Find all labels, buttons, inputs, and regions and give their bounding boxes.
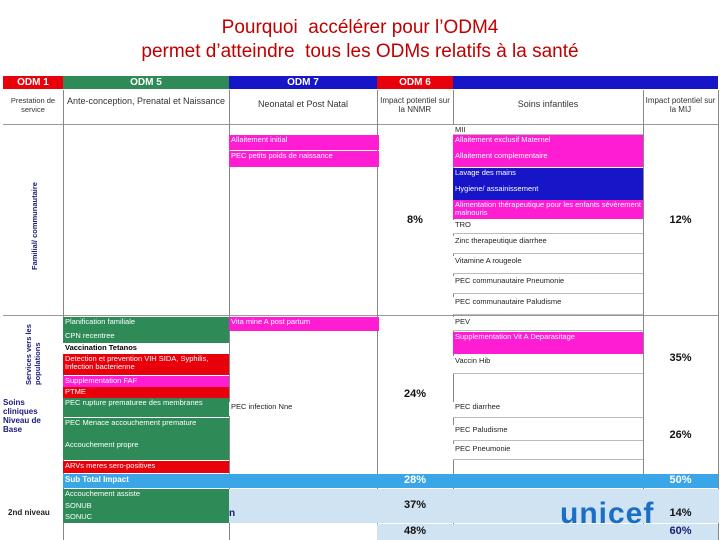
cell-accouchement-assiste: Accouchement assiste xyxy=(63,489,229,501)
pct-mij-soins: 26% xyxy=(669,429,692,441)
cell-allaitement-complementaire: Allaitement complementaire xyxy=(453,151,643,167)
subtotal-label: Sub Total Impact xyxy=(65,475,129,484)
row-label-familial: Familial/ communautaire xyxy=(30,182,39,270)
cell-filler xyxy=(63,454,229,460)
cell-allaitement-initial: Allaitement initial xyxy=(229,135,379,150)
grid-line xyxy=(718,90,719,540)
cell-tro: TRO xyxy=(453,220,643,234)
pct-nnmr-niveau2: 37% xyxy=(403,499,427,511)
cell-cpn-recentree: CPN recentree xyxy=(63,331,229,343)
cell-pec-petits-poids: PEC petits poids de naissance xyxy=(229,151,379,167)
header-odm5: ODM 5 xyxy=(63,76,229,89)
unicef-logo: unicef xyxy=(560,497,655,530)
cell-supplementation-faf: Supplementation FAF xyxy=(63,376,229,387)
cell-pec-rupture: PEC rupture prematuree des membranes xyxy=(63,398,229,417)
col-anteconception: Ante-conception, Prenatal et Naissance xyxy=(66,96,226,106)
cell-pec-comm-pneumonie: PEC communautaire Pneumonie xyxy=(453,276,643,294)
title-line-2: permet d’atteindre tous les ODMs relatifs à la santé xyxy=(141,41,579,62)
header-odm1: ODM 1 xyxy=(3,76,63,89)
header-odm7: ODM 7 xyxy=(229,76,377,89)
grid-line xyxy=(643,90,644,540)
cell-hygiene: Hygiene/ assainissement xyxy=(453,184,643,200)
row-label-services: Services vers les populations xyxy=(24,324,42,385)
cell-sonub: SONUB xyxy=(63,501,229,512)
cell-pec-pneumonie: PEC Pneumonie xyxy=(453,444,643,460)
cell-pec-diarrhee: PEC diarrhee xyxy=(453,402,643,418)
pct-nnmr-total: 48% xyxy=(403,525,427,537)
cell-pec-menace: PEC Menace accouchement premature xyxy=(63,418,229,440)
subtotal-mij: 50% xyxy=(669,474,692,486)
cell-accouchement-propre: Accouchement propre xyxy=(63,440,229,454)
cell-vaccination-tetanos: Vaccination Tetanos xyxy=(63,343,229,354)
cell-mii: MII xyxy=(453,125,643,135)
cell-allaitement-exclusif: Allaitement exclusif Maternel xyxy=(453,135,643,151)
col-neonatal: Neonatal et Post Natal xyxy=(257,99,349,109)
cell-pec-paludisme: PEC Paludisme xyxy=(453,425,643,441)
cell-planification-familiale: Planification familiale xyxy=(63,317,229,331)
col-impact-mij: Impact potentiel sur la MIJ xyxy=(645,96,716,114)
cell-pev: PEV xyxy=(453,317,643,331)
pct-nnmr-services: 24% xyxy=(403,388,427,400)
cell-vitamine-a-rougeole: Vitamine A rougeole xyxy=(453,256,643,274)
grid-line xyxy=(3,315,718,316)
pct-mij-niveau2: 14% xyxy=(669,507,692,519)
pct-mij-familial: 12% xyxy=(669,214,692,226)
pct-nnmr-familial: 8% xyxy=(407,214,423,226)
pct-mij-total: 60% xyxy=(669,525,692,537)
cell-lavage-mains: Lavage des mains xyxy=(453,168,643,184)
row-label-2nd-niveau: 2nd niveau xyxy=(8,508,50,517)
cell-sonuc: SONUC xyxy=(63,512,229,523)
col-prestation: Prestation de service xyxy=(10,96,56,114)
cell-ptme: PTME xyxy=(63,387,229,398)
cell-detection-vih: Detection et prevention VIH SIDA, Syphilis, Infection bacterienne xyxy=(63,354,229,375)
col-impact-nnmr: Impact potentiel sur la NNMR xyxy=(380,96,450,114)
cell-pec-comm-paludisme: PEC communautaire Paludisme xyxy=(453,297,643,315)
cell-zinc: Zinc therapeutique diarrhee xyxy=(453,236,643,254)
cell-vaccin-hib: Vaccin Hib xyxy=(453,356,643,374)
pct-mij-services: 35% xyxy=(669,352,692,364)
cell-arvs: ARVs meres sero-positives xyxy=(63,461,229,473)
title-line-1: Pourquoi accélérer pour l’ODM4 xyxy=(221,17,499,38)
stray-text: n xyxy=(229,508,236,519)
cell-vitamine-a-post-partum: Vita mine A post partum xyxy=(229,317,379,331)
row-label-soins: Soins cliniques Niveau de Base xyxy=(3,398,41,434)
col-soins-infantiles: Soins infantiles xyxy=(517,99,579,109)
subtotal-nnmr: 28% xyxy=(403,474,427,486)
cell-alimentation-therapeutique: Alimentation thérapeutique pour les enfants sévèrement malnouris xyxy=(453,200,643,219)
cell-pec-infection-nne: PEC infection Nne xyxy=(229,402,377,416)
header-odm6: ODM 6 xyxy=(377,76,453,89)
cell-supplementation-vita: Supplementation Vit A Deparasitage xyxy=(453,332,643,354)
header-odm6-ext xyxy=(453,76,718,89)
